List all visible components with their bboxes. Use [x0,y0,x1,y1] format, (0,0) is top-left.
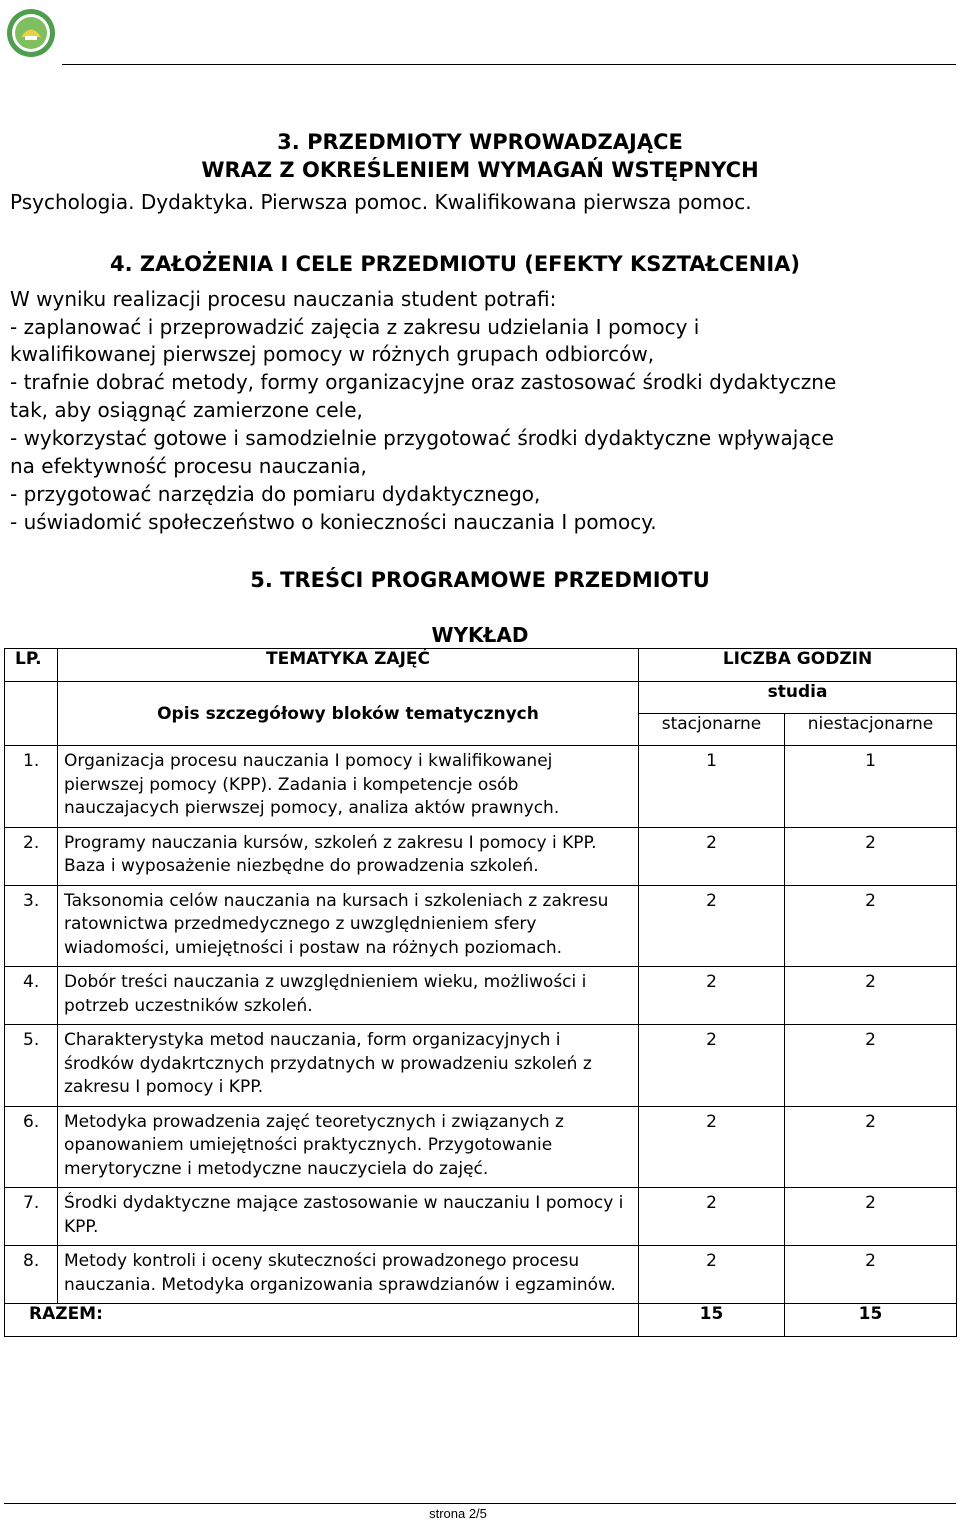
row-topic: Programy nauczania kursów, szkoleń z zakresu I pomocy i KPP. Baza i wyposażenie niezbędne do prowadzenia szkoleń. [58,827,639,885]
section3-title-line1: 3. PRZEDMIOTY WPROWADZAJĄCE [277,130,683,154]
total-stacjonarne: 15 [639,1304,785,1337]
row-hours-niestacjonarne: 1 [785,746,957,828]
row-hours-stacjonarne: 2 [639,1106,785,1188]
row-number: 5. [5,1025,58,1107]
section4-line: W wyniku realizacji procesu nauczania student potrafi: [10,287,557,311]
row-hours-niestacjonarne: 2 [785,1106,957,1188]
section3-text: Psychologia. Dydaktyka. Pierwsza pomoc. Kwalifikowana pierwsza pomoc. [10,190,752,214]
row-number: 4. [5,967,58,1025]
section4-line: - uświadomić społeczeństwo o konieczności nauczania I pomocy. [10,510,657,534]
table-row [5,1188,957,1246]
row-hours-stacjonarne: 1 [639,746,785,828]
table-row [5,885,957,967]
section4-line: kwalifikowanej pierwszej pomocy w różnych grupach odbiorców, [10,342,655,366]
header-empty-cell [5,682,58,746]
row-number: 3. [5,885,58,967]
section4-title: 4. ZAŁOŻENIA I CELE PRZEDMIOTU (EFEKTY KSZTAŁCENIA) [110,252,801,276]
col-header-stacjonarne: stacjonarne [639,714,785,746]
section3-title-line2: WRAZ Z OKREŚLENIEM WYMAGAŃ WSTĘPNYCH [201,158,759,182]
row-hours-stacjonarne: 2 [639,1025,785,1107]
col-header-lp: LP. [5,649,58,682]
table-row [5,746,957,828]
section4-line: - trafnie dobrać metody, formy organizacyjne oraz zastosować środki dydaktyczne [10,370,837,394]
row-hours-niestacjonarne: 2 [785,1188,957,1246]
col-header-topic: TEMATYKA ZAJĘĆ [58,649,639,682]
row-hours-niestacjonarne: 2 [785,827,957,885]
footer-rule [4,1503,956,1504]
total-label: RAZEM: [5,1304,639,1337]
total-row [5,1304,957,1337]
row-number: 7. [5,1188,58,1246]
row-hours-niestacjonarne: 2 [785,1025,957,1107]
row-hours-niestacjonarne: 2 [785,967,957,1025]
row-hours-stacjonarne: 2 [639,1188,785,1246]
university-logo [6,8,56,58]
row-hours-stacjonarne: 2 [639,827,785,885]
row-number: 2. [5,827,58,885]
col-header-niestacjonarne: niestacjonarne [785,714,957,746]
table-row [5,1246,957,1304]
row-topic: Dobór treści nauczania z uwzględnieniem wieku, możliwości i potrzeb uczestników szkoleń. [58,967,639,1025]
total-niestacjonarne: 15 [785,1304,957,1337]
row-hours-stacjonarne: 2 [639,885,785,967]
row-number: 8. [5,1246,58,1304]
section4-line: - zaplanować i przeprowadzić zajęcia z zakresu udzielania I pomocy i [10,315,700,339]
row-hours-niestacjonarne: 2 [785,885,957,967]
header-rule [62,64,956,65]
table-row [5,1025,957,1107]
table-row [5,967,957,1025]
table-caption: WYKŁAD [431,623,529,647]
row-topic: Metodyka prowadzenia zajęć teoretycznych i związanych z opanowaniem umiejętności praktycznych. Przygotowanie merytoryczne i metodyczne nauczyciela do zajęć. [58,1106,639,1188]
row-number: 6. [5,1106,58,1188]
program-table [4,648,957,1337]
col-header-hours: LICZBA GODZIN [639,649,957,682]
row-topic: Środki dydaktyczne mające zastosowanie w nauczaniu I pomocy i KPP. [58,1188,639,1246]
row-topic: Charakterystyka metod nauczania, form organizacyjnych i środków dydakrtcznych przydatnych w prowadzeniu szkoleń z zakresu I pomocy i KPP. [58,1025,639,1107]
row-topic: Organizacja procesu nauczania I pomocy i kwalifikowanej pierwszej pomocy (KPP). Zadania i kompetencje osób nauczajacych pierwszej pomocy, analiza aktów prawnych. [58,746,639,828]
row-topic: Metody kontroli i oceny skuteczności prowadzonego procesu nauczania. Metodyka organizowania sprawdzianów i egzaminów. [58,1246,639,1304]
col-header-studia: studia [639,682,957,714]
section5-title: 5. TREŚCI PROGRAMOWE PRZEDMIOTU [250,568,710,592]
section4-line: - przygotować narzędzia do pomiaru dydaktycznego, [10,482,541,506]
row-hours-stacjonarne: 2 [639,967,785,1025]
page-number: strona 2/5 [429,1506,487,1521]
section4-line: tak, aby osiągnąć zamierzone cele, [10,398,363,422]
section4-line: na efektywność procesu nauczania, [10,454,367,478]
row-number: 1. [5,746,58,828]
row-hours-niestacjonarne: 2 [785,1246,957,1304]
col-header-description: Opis szczegółowy bloków tematycznych [58,682,639,746]
row-hours-stacjonarne: 2 [639,1246,785,1304]
section4-line: - wykorzystać gotowe i samodzielnie przygotować środki dydaktyczne wpływające [10,426,834,450]
row-topic: Taksonomia celów nauczania na kursach i szkoleniach z zakresu ratownictwa przedmedycznego z uwzględnieniem sfery wiadomości, umiejętności i postaw na różnych poziomach. [58,885,639,967]
table-row [5,827,957,885]
table-row [5,1106,957,1188]
